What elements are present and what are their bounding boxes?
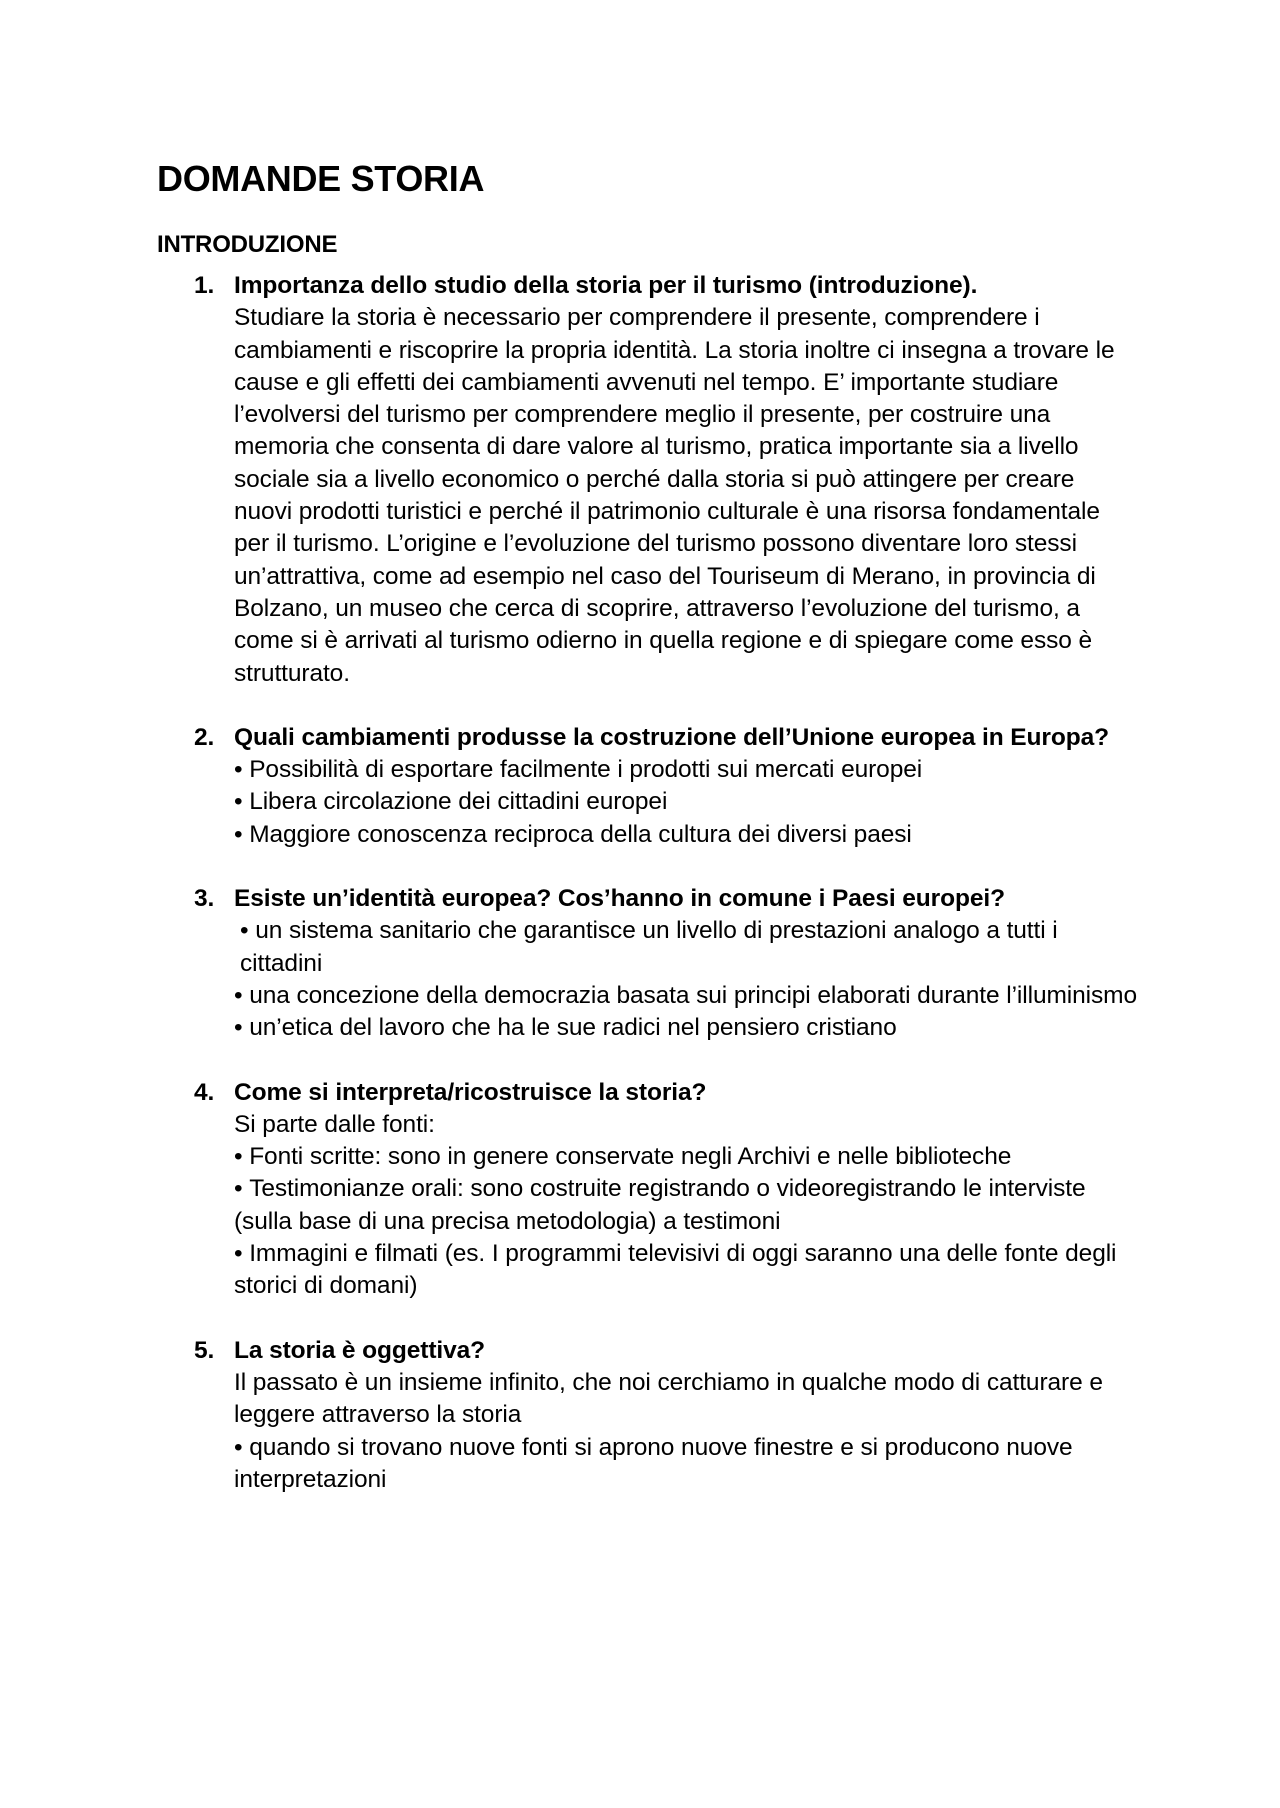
answer-bullet: • quando si trovano nuove fonti si aprono nuove finestre e si producono nuove interpretazioni [234, 1432, 1137, 1497]
question-item [157, 1335, 1137, 1496]
answer-bullet: • Libera circolazione dei cittadini europei [234, 786, 1137, 818]
question-number: 4. [194, 1078, 215, 1106]
question-title: Esiste un’identità europea? Cos’hanno in comune i Paesi europei? [234, 885, 1005, 913]
question-title: La storia è oggettiva? [234, 1336, 486, 1364]
answer-bullet: • Testimonianze orali: sono costruite registrando o videoregistrando le interviste (sulla base di una precisa metodologia) a testimoni [234, 1173, 1137, 1238]
answer-bullet: • un’etica del lavoro che ha le sue radici nel pensiero cristiano [234, 1012, 1137, 1044]
question-title: Come si interpreta/ricostruisce la storia? [234, 1078, 707, 1106]
answer-bullet: • Immagini e filmati (es. I programmi televisivi di oggi saranno una delle fonte degli storici di domani) [234, 1238, 1137, 1303]
document-page [157, 150, 1137, 1528]
document-title: DOMANDE STORIA [157, 158, 485, 199]
question-title: Importanza dello studio della storia per il turismo (introduzione). [234, 272, 978, 299]
answer-bullet: • una concezione della democrazia basata sui principi elaborati durante l’illuminismo [234, 980, 1137, 1012]
question-number: 5. [194, 1336, 215, 1364]
answer-bullet: • Possibilità di esportare facilmente i prodotti sui mercati europei [234, 754, 1137, 786]
section-title: INTRODUZIONE [157, 231, 338, 258]
question-list [157, 270, 1137, 1496]
answer-text: Studiare la storia è necessario per comprendere il presente, comprendere i cambiamenti e riscoprire la propria identità. La storia inoltre ci insegna a trovare le cause e gli effetti dei cambiamenti avvenuti nel tempo. E’ importante studiare l’evolversi del turismo per comprendere meglio il presente, per costruire una memoria che consenta di dare valore al turismo, pratica importante sia a livello sociale sia a livello economico o perché dalla storia si può attingere per creare nuovi prodotti turistici e perché il patrimonio culturale è una risorsa fondamentale per il turismo. L’origine e l’evoluzione del turismo possono diventare loro stessi un’attrattiva, come ad esempio nel caso del Touriseum di Merano, in provincia di Bolzano, un museo che cerca di scoprire, attraverso l’evoluzione del turismo, a come si è arrivati al turismo odierno in quella regione e di spiegare come esso è strutturato. [234, 304, 1115, 687]
answer-intro: Si parte dalle fonti: [234, 1110, 435, 1138]
question-item [157, 270, 1137, 690]
question-item [157, 1077, 1137, 1303]
question-number: 3. [194, 885, 215, 913]
question-title: Quali cambiamenti produsse la costruzione dell’Unione europea in Europa? [234, 723, 1109, 751]
question-number: 1. [194, 272, 215, 299]
question-number: 2. [194, 723, 215, 751]
answer-bullet: • Fonti scritte: sono in genere conservate negli Archivi e nelle biblioteche [234, 1141, 1137, 1173]
question-item [157, 722, 1137, 851]
answer-intro: Il passato è un insieme infinito, che noi cerchiamo in qualche modo di catturare e leggere attraverso la storia [234, 1368, 1103, 1429]
question-item [157, 883, 1137, 1044]
answer-bullet: • un sistema sanitario che garantisce un livello di prestazioni analogo a tutti i cittadini [234, 915, 1137, 980]
answer-bullet: • Maggiore conoscenza reciproca della cultura dei diversi paesi [234, 819, 1137, 851]
